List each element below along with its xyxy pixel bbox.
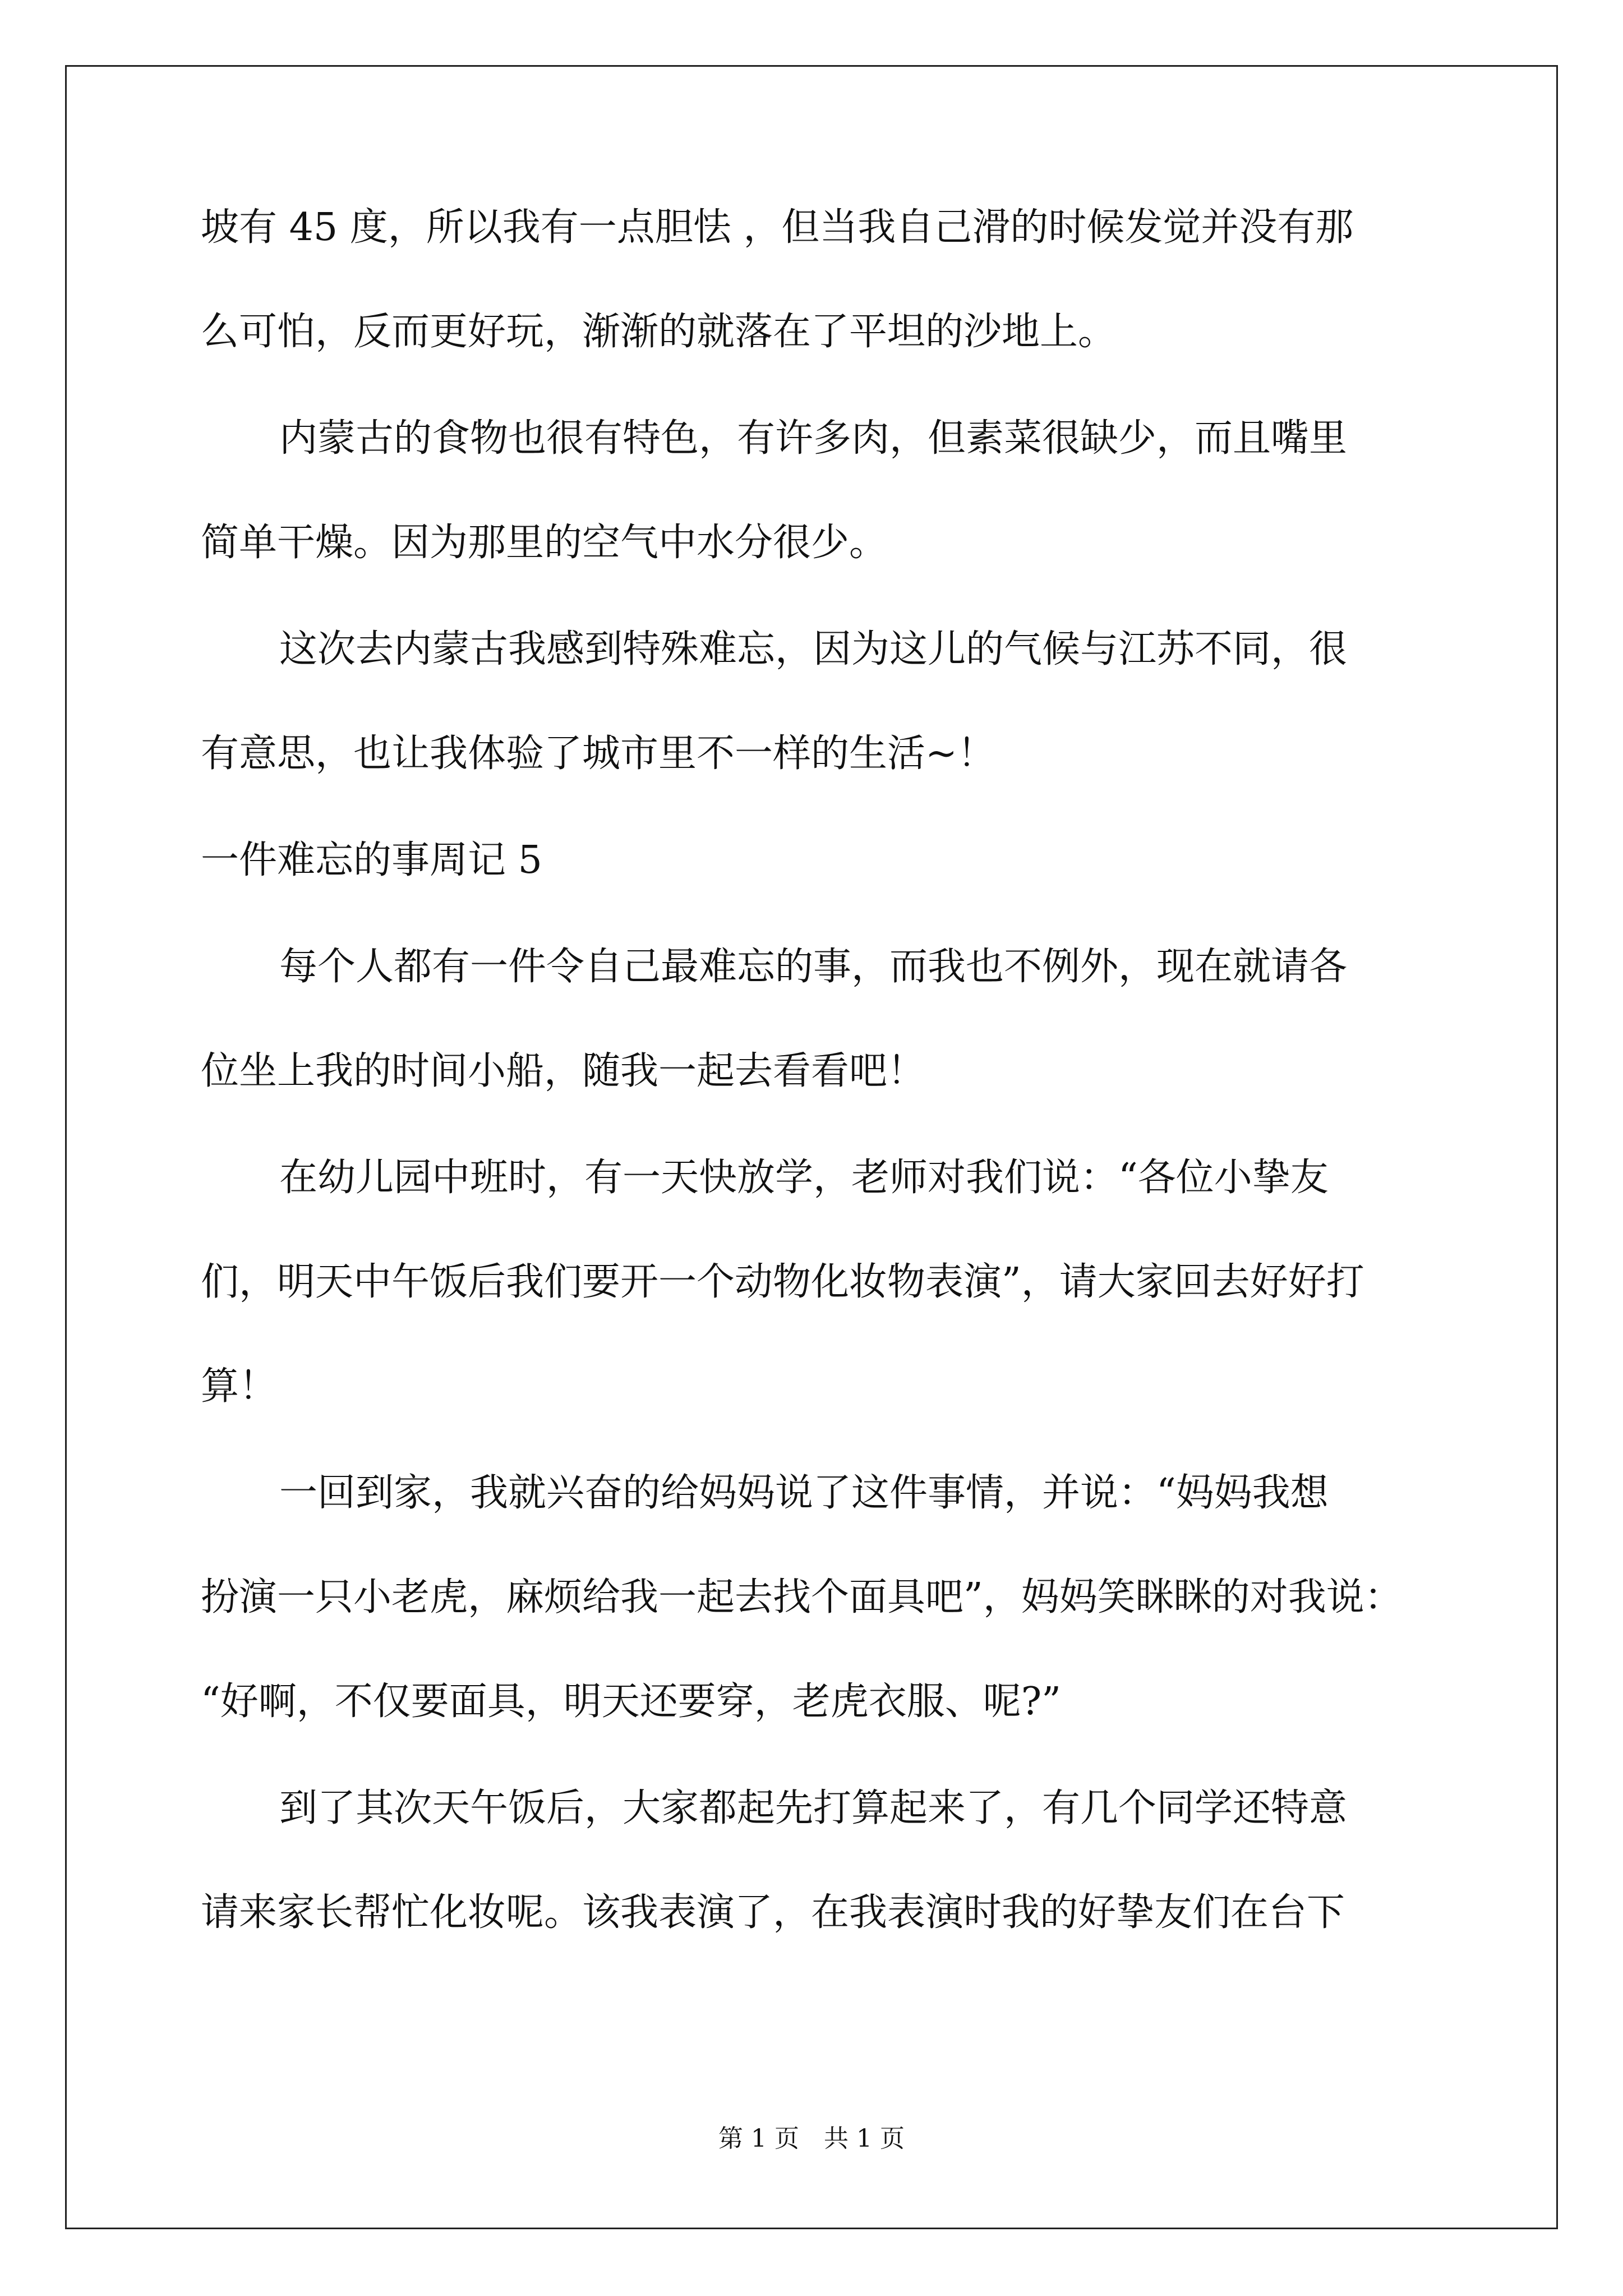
text-line: 扮演一只小老虎，麻烦给我一起去找个面具吧”，妈妈笑眯眯的对我说： [201,1575,1403,1619]
text-line: 坡有 45 度，所以我有一点胆怯 ，但当我自己滑的时候发觉并没有那 [201,205,1354,250]
text-line: 们，明天中午饭后我们要开一个动物化妆物表演”，请大家回去好好打 [201,1260,1364,1304]
paragraph-kindergarten-line: 在幼儿园中班时，有一天快放学，老师对我们说：“各位小挚友 [279,1156,1329,1200]
text-line: 么可怕，反而更好玩，渐渐的就落在了平坦的沙地上。 [201,310,1117,354]
text-line: “好啊，不仅要面具，明天还要穿，老虎衣服、呢?” [201,1680,1061,1724]
page-footer: 第 1 页 共 1 页 [718,2124,905,2153]
text-line: 简单干燥。因为那里的空气中水分很少。 [201,521,888,565]
paragraph-home-line: 一回到家，我就兴奋的给妈妈说了这件事情，并说：“妈妈我想 [279,1471,1329,1515]
text-line: 有意思，也让我体验了城市里不一样的生活~！ [201,731,995,776]
text-line: 位坐上我的时间小船，随我一起去看看吧！ [201,1049,926,1093]
paragraph-memory-line: 这次去内蒙古我感到特殊难忘，因为这儿的气候与江苏不同，很 [279,627,1348,671]
section-heading: 一件难忘的事周记 5 [201,838,542,882]
paragraph-food-line: 内蒙古的食物也很有特色，有许多肉，但素菜很缺少，而且嘴里 [279,416,1348,461]
paragraph-performance-line: 到了其次天午饭后，大家都起先打算起来了，有几个同学还特意 [279,1786,1348,1830]
text-line: 算！ [201,1364,278,1409]
paragraph-intro-line: 每个人都有一件令自己最难忘的事，而我也不例外，现在就请各 [279,945,1348,989]
document-body [201,205,1429,1935]
text-line: 请来家长帮忙化妆呢。该我表演了，在我表演时我的好挚友们在台下 [201,1890,1345,1935]
